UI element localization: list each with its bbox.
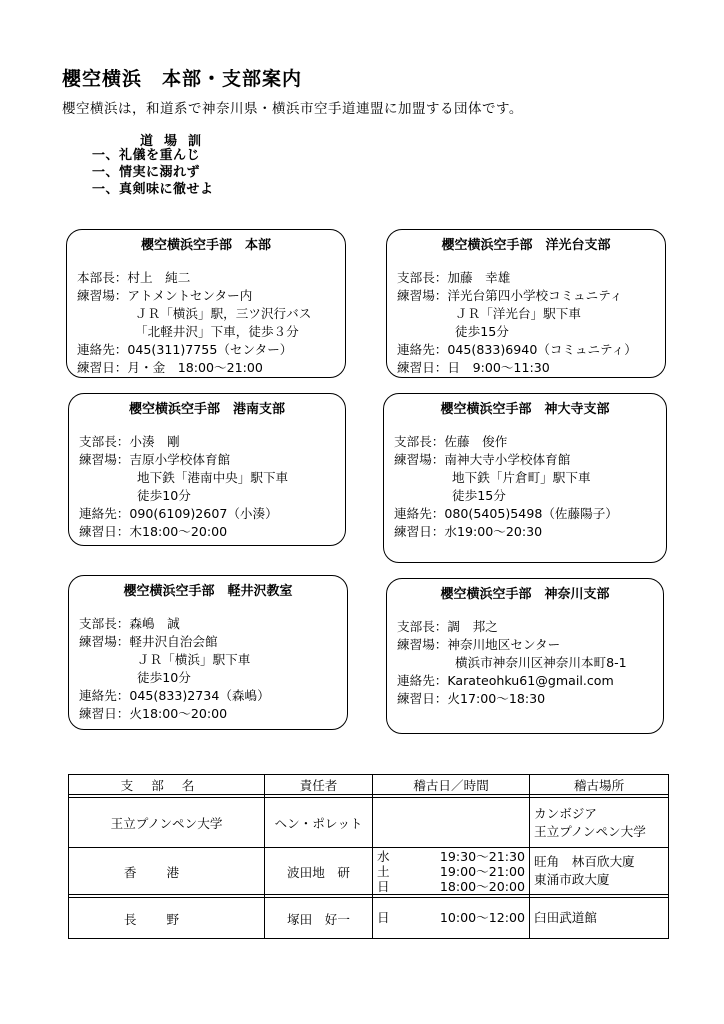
schedule-day: 水 [377,848,390,864]
box-line: 連絡先：Karateohku61@gmail.com [397,673,614,688]
place-line: カンボジア [534,805,597,821]
box-line: 練習場：洋光台第四小学校コミュニティ [397,288,623,303]
box-line: 練習場：神奈川地区センター [397,637,561,652]
box-line: 支部長：調 邦之 [397,619,498,634]
header-branch-name: 支部名 [69,775,265,795]
box-lines [394,433,656,541]
branch-name: 長野 [69,898,265,939]
box-line: 練習場：アトメントセンター内 [77,288,253,303]
branch-place [530,848,669,895]
schedule-day: 土 [377,863,390,879]
branch-person: ヘン・ポレット [265,798,373,848]
schedule-entry [377,879,525,894]
box-lines [79,433,335,541]
box-title: 櫻空横浜空手部 神大寺支部 [440,402,610,417]
box-line: 練習日：火17:00～18:30 [397,691,546,706]
motto-item: 一、真剣味に徹せよ [92,182,214,197]
intro-text: 櫻空横浜は，和道系で神奈川県・横浜市空手道連盟に加盟する団体です。 [62,101,523,117]
motto-item: 一、礼儀を重んじ [92,148,201,163]
box-honbu [66,229,346,378]
schedule-entry [377,909,525,927]
schedule-day: 日 [377,910,390,925]
box-kounan [68,393,346,546]
branch-person: 塚田 好一 [265,898,373,939]
schedule-day: 日 [377,878,390,894]
box-line: 徒歩15分 [455,324,509,339]
box-title: 櫻空横浜空手部 軽井沢教室 [123,584,293,599]
box-line: 横浜市神奈川区神奈川本町8-1 [455,655,627,670]
box-kanagawa [386,578,664,734]
box-line: 徒歩15分 [452,488,506,503]
box-line: 練習場：軽井沢自治会館 [79,634,218,649]
box-kandaiji [383,393,667,563]
box-lines [397,618,653,708]
branch-place [530,798,669,848]
box-title: 櫻空横浜空手部 本部 [140,238,271,253]
box-line: 徒歩10分 [137,488,191,503]
box-title: 櫻空横浜空手部 神奈川支部 [440,587,610,602]
box-line: 支部長：佐藤 俊作 [394,434,508,449]
schedule-time: 10:00～12:00 [439,910,525,925]
branch-name: 香港 [69,848,265,895]
box-line: 連絡先：090(6109)2607（小湊） [79,506,278,521]
motto-title: 道場訓 [140,134,213,149]
box-line: 地下鉄「片倉町」駅下車 [452,470,591,485]
branch-schedule [373,898,530,939]
box-line: 連絡先：045(833)2734（森嶋） [79,688,270,703]
schedule-entry [377,849,525,864]
motto-list [92,147,214,198]
table-row [69,848,669,895]
place-line: 臼田武道館 [534,910,597,925]
box-line: 練習日：木18:00～20:00 [79,524,228,539]
table-header-row [69,775,669,795]
branch-place [530,898,669,939]
box-lines [77,269,335,377]
schedule-time: 18:00～20:00 [439,878,525,894]
header-place: 稽古場所 [530,775,669,795]
box-line: 練習日：水19:00～20:30 [394,524,543,539]
header-person: 責任者 [265,775,373,795]
box-lines [397,269,655,377]
box-line: 「北軽井沢」下車，徒歩３分 [135,324,299,339]
motto-item: 一、情実に溺れず [92,165,201,180]
box-line: 練習場：吉原小学校体育館 [79,452,231,467]
branch-person: 波田地 研 [265,848,373,895]
box-karuizawa [68,575,348,730]
box-line: 連絡先：080(5405)5498（佐藤陽子） [394,506,618,521]
box-line: 地下鉄「港南中央」駅下車 [137,470,289,485]
box-line: ＪＲ「横浜」駅，三ツ沢行バス [135,306,312,321]
place-line: 王立プノンペン大学 [534,823,646,839]
box-line: 練習日：月・金 18:00～21:00 [77,360,263,375]
table-row [69,898,669,939]
box-title: 櫻空横浜空手部 洋光台支部 [441,238,611,253]
box-line: 連絡先：045(311)7755（センター） [77,342,293,357]
box-line: ＪＲ「洋光台」駅下車 [455,306,581,321]
box-line: 練習日：日 9:00～11:30 [397,360,550,375]
branch-schedule [373,798,530,848]
box-line: 支部長：小湊 剛 [79,434,180,449]
schedule-time: 19:30～21:30 [439,848,525,864]
box-line: 練習場：南神大寺小学校体育館 [394,452,571,467]
box-line: 支部長：加藤 幸雄 [397,270,511,285]
box-title: 櫻空横浜空手部 港南支部 [128,402,285,417]
header-schedule: 稽古日／時間 [373,775,530,795]
page-title: 櫻空横浜 本部・支部案内 [62,68,303,90]
branch-name: 王立プノンペン大学 [69,798,265,848]
box-lines [79,615,337,723]
schedule-time: 19:00～21:00 [439,863,525,879]
place-line: 旺角 林百欣大廈 [534,854,635,869]
box-line: ＪＲ「横浜」駅下車 [137,652,251,667]
schedule-entry [377,864,525,879]
place-line: 東涌市政大廈 [534,872,610,887]
table-row [69,798,669,848]
branch-schedule [373,848,530,895]
box-line: 連絡先：045(833)6940（コミュニティ） [397,342,637,357]
box-line: 徒歩10分 [137,670,191,685]
box-line: 練習日：火18:00～20:00 [79,706,228,721]
box-line: 支部長：森嶋 誠 [79,616,180,631]
box-line: 本部長：村上 純二 [77,270,191,285]
branch-table [68,774,669,939]
box-youkoudai [386,229,666,378]
